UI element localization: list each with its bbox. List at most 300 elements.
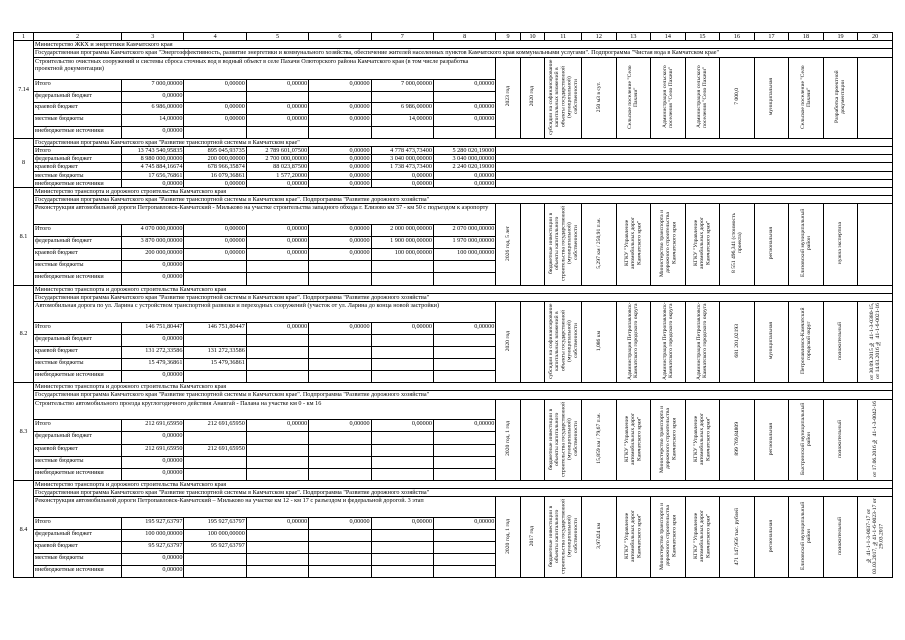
attribute-cell — [789, 204, 824, 285]
section-title: Министерство ЖКХ и энергетики Камчатского края — [34, 41, 893, 49]
amount-cell: 1 738 473,73400 — [371, 163, 433, 171]
attribute-cell — [754, 497, 789, 578]
amount-cell: 88 023,87500 — [246, 163, 308, 171]
amount-cell: 0,00000 — [309, 322, 371, 334]
amount-cell: 0,00000 — [122, 261, 184, 273]
funding-source-label: краевой бюджет — [34, 163, 122, 171]
amount-cell: 131 272,33586 — [122, 346, 184, 358]
header-cell: 18 — [789, 33, 824, 41]
amount-cell: 2 700 000,00000 — [246, 155, 308, 163]
header-cell: 5 — [246, 33, 308, 41]
amount-cell: 0,00000 — [309, 163, 371, 171]
funding-source-label: внебюджетные источники — [34, 371, 122, 383]
funding-source-label: краевой бюджет — [34, 346, 122, 358]
attribute-cell — [754, 302, 789, 383]
amount-cell: 8 980 000,00000 — [122, 155, 184, 163]
header-cell: 12 — [582, 33, 617, 41]
amount-cell — [184, 334, 246, 346]
amount-cell: 0,00000 — [184, 237, 246, 249]
funding-source-label: внебюджетные источники — [34, 273, 122, 285]
attribute-text: КГКУ "Управление автомобильных дорог Камчатского края" — [624, 217, 643, 270]
amount-cell — [309, 554, 371, 566]
amount-cell: 14,00000 — [122, 115, 184, 127]
amount-cell — [371, 444, 433, 456]
attribute-text: региональная — [768, 520, 775, 553]
attribute-text: 2020 год — [529, 86, 536, 107]
amount-cell — [246, 358, 308, 370]
amount-cell: 0,00000 — [371, 322, 433, 334]
amount-cell — [433, 530, 495, 542]
amount-cell — [371, 358, 433, 370]
amount-cell: 212 691,65950 — [122, 444, 184, 456]
funding-source-label: Итого — [34, 147, 122, 155]
attribute-cell — [651, 204, 686, 285]
amount-cell: 3 040 000,00000 — [433, 155, 495, 163]
amount-cell: 200 000,00000 — [184, 155, 246, 163]
amount-cell: 0,00000 — [433, 517, 495, 529]
amount-cell — [433, 358, 495, 370]
amount-cell — [433, 261, 495, 273]
section-title-row — [14, 399, 893, 420]
amount-cell: 895 045,93735 — [184, 147, 246, 155]
amount-cell — [309, 261, 371, 273]
header-cell: 2 — [34, 33, 122, 41]
attribute-cell — [616, 399, 651, 480]
attribute-cell — [720, 57, 755, 138]
amount-cell — [433, 554, 495, 566]
amount-cell: 146 751,80447 — [184, 322, 246, 334]
amount-cell — [184, 91, 246, 103]
amount-cell: 0,00000 — [309, 237, 371, 249]
amount-cell — [184, 554, 246, 566]
attribute-cell — [858, 302, 893, 383]
section-title: Строительство очистных сооружений и системы сброса сточных вод в водный объект в селе Пахачи Олюторского района Камчатского края (в том числе разработка проектной документации) — [34, 57, 496, 79]
attribute-cell — [789, 497, 824, 578]
attribute-cell — [823, 57, 858, 138]
attribute-cell — [754, 399, 789, 480]
amount-cell: 0,00000 — [433, 322, 495, 334]
amount-cell: 212 691,65950 — [184, 420, 246, 432]
amount-cell: 0,00000 — [433, 171, 495, 179]
amount-cell — [246, 468, 308, 480]
amount-cell — [433, 371, 495, 383]
amount-cell — [371, 554, 433, 566]
amount-cell: 15 479,36861 — [122, 358, 184, 370]
amount-cell: 0,00000 — [246, 115, 308, 127]
attribute-cell — [823, 497, 858, 578]
amount-cell: 2 000 000,00000 — [371, 225, 433, 237]
header-cell: 17 — [754, 33, 789, 41]
amount-cell — [309, 334, 371, 346]
section-title-row — [14, 497, 893, 518]
amount-cell — [246, 91, 308, 103]
section-title-row — [14, 138, 893, 146]
attribute-cell — [720, 204, 755, 285]
amount-cell: 6 986,00000 — [122, 103, 184, 115]
attribute-cell — [520, 302, 545, 383]
attribute-text: Елизовский муниципальный район — [799, 209, 812, 278]
attribute-text: Петропавловск-Камчатский городской округ — [799, 307, 812, 375]
funding-source-label: местные бюджеты — [34, 171, 122, 179]
row-number: 8 — [14, 138, 34, 187]
amount-cell — [309, 371, 371, 383]
attribute-text: 2017 год — [529, 526, 536, 547]
attribute-text: субсидии на софинансирование капитальных вложений в объекты государственной (муниципальной) собственности — [547, 303, 579, 379]
amount-cell: 0,00000 — [309, 147, 371, 155]
amount-cell: 0,00000 — [371, 420, 433, 432]
amount-cell: 0,00000 — [246, 322, 308, 334]
attribute-text: от 17.06.2016 № 41-1-3-0042-16 — [872, 400, 879, 477]
amount-cell — [184, 126, 246, 138]
amount-cell: 0,00000 — [122, 179, 184, 187]
attribute-cell — [789, 399, 824, 480]
amount-cell: 195 927,63797 — [184, 517, 246, 529]
funding-row — [14, 171, 893, 179]
attribute-cell — [582, 399, 617, 480]
funding-source-label: федеральный бюджет — [34, 91, 122, 103]
funding-source-label: Итого — [34, 79, 122, 91]
amount-cell — [309, 456, 371, 468]
amount-cell: 0,00000 — [184, 249, 246, 261]
header-cell: 19 — [823, 33, 858, 41]
amount-cell: 0,00000 — [122, 566, 184, 578]
header-cell: 6 — [309, 33, 371, 41]
amount-cell: 0,00000 — [246, 179, 308, 187]
section-title: Автомобильная дорога по ул. Ларина с устройством транспортной развязки и переходных сооружений (участок от ул. Ларина до конца новой застройки) — [34, 302, 496, 323]
amount-cell: 0,00000 — [184, 115, 246, 127]
section-title: Реконструкция автомобильной дороги Петропавловск-Камчатский – Мильково на участке км 12 - км 17 с разъездом и федеральной дорогой. 3 этап — [34, 497, 496, 518]
amount-cell: 0,00000 — [246, 103, 308, 115]
attribute-text: Министерство транспорта и дорожного строительства Камчатского края — [658, 405, 677, 473]
amount-cell: 100 000,00000 — [371, 249, 433, 261]
amount-cell — [246, 334, 308, 346]
attribute-cell — [685, 302, 720, 383]
amount-cell: 0,00000 — [184, 179, 246, 187]
attribute-cell — [789, 57, 824, 138]
amount-cell — [433, 334, 495, 346]
amount-cell: 0,00000 — [309, 171, 371, 179]
amount-cell — [371, 456, 433, 468]
amount-cell — [371, 468, 433, 480]
attribute-cell — [685, 204, 720, 285]
funding-row — [14, 163, 893, 171]
attribute-cell — [520, 57, 545, 138]
header-cell: 8 — [433, 33, 495, 41]
attribute-cell — [582, 302, 617, 383]
amount-cell — [433, 432, 495, 444]
attribute-text: КГКУ "Управление автомобильных дорог Камчатского края" — [693, 412, 712, 465]
amount-cell — [309, 530, 371, 542]
amount-cell — [433, 126, 495, 138]
amount-cell: 0,00000 — [433, 79, 495, 91]
header-cell: 1 — [14, 33, 34, 41]
amount-cell — [433, 444, 495, 456]
amount-cell: 0,00000 — [246, 79, 308, 91]
section-title: Министерство транспорта и дорожного строительства Камчатского края — [34, 383, 893, 391]
amount-cell — [246, 554, 308, 566]
amount-cell: 0,00000 — [122, 432, 184, 444]
attribute-cell — [858, 399, 893, 480]
funding-source-label: местные бюджеты — [34, 115, 122, 127]
section-title-row — [14, 204, 893, 225]
attribute-cell — [823, 399, 858, 480]
attribute-cell — [616, 204, 651, 285]
column-number-header — [14, 33, 893, 41]
amount-cell: 0,00000 — [433, 179, 495, 187]
amount-cell: 0,00000 — [122, 273, 184, 285]
header-cell: 14 — [651, 33, 686, 41]
section-title-row — [14, 57, 893, 79]
row-number: 7.14 — [14, 41, 34, 139]
attribute-cell — [858, 57, 893, 138]
attribute-cell — [651, 399, 686, 480]
attribute-text: Елизовский муниципальный район — [799, 502, 812, 571]
funding-row — [14, 179, 893, 187]
attribute-cell — [496, 399, 521, 480]
amount-cell: 0,00000 — [122, 126, 184, 138]
funding-source-label: внебюджетные источники — [34, 126, 122, 138]
section-title-row — [14, 391, 893, 399]
amount-cell: 212 691,65950 — [184, 444, 246, 456]
amount-cell: 0,00000 — [309, 179, 371, 187]
funding-row — [14, 155, 893, 163]
amount-cell: 5 280 020,19000 — [433, 147, 495, 155]
amount-cell: 0,00000 — [246, 249, 308, 261]
amount-cell: 4 070 000,00000 — [122, 225, 184, 237]
header-cell: 7 — [371, 33, 433, 41]
amount-cell: 200 000,00000 — [122, 249, 184, 261]
amount-cell — [309, 273, 371, 285]
attribute-text: Министерство транспорта и дорожного строительства Камчатского края — [658, 502, 677, 570]
amount-cell — [309, 432, 371, 444]
amount-cell: 0,00000 — [184, 79, 246, 91]
amount-cell — [246, 261, 308, 273]
amount-cell — [246, 273, 308, 285]
amount-cell — [184, 432, 246, 444]
section-title: Министерство транспорта и дорожного строительства Камчатского края — [34, 480, 893, 488]
section-title: Государственная программа Камчатского края "Развитие транспортной системы в Камчатском крае". Подпрограмма "Развитие дорожного хозяйства" — [34, 489, 893, 497]
amount-cell — [184, 273, 246, 285]
amount-cell — [433, 456, 495, 468]
attribute-text: 899 769,84809 — [733, 421, 740, 456]
attribute-cell — [520, 204, 545, 285]
section-title: Министерство транспорта и дорожного строительства Камчатского края — [34, 188, 893, 196]
section-title: Государственная программа Камчатского края "Развитие транспортной системы в Камчатском крае" — [34, 138, 893, 146]
section-title-row — [14, 196, 893, 204]
amount-cell: 3 870 000,00000 — [122, 237, 184, 249]
attribute-cell — [616, 302, 651, 383]
attribute-cell — [754, 204, 789, 285]
amount-cell — [309, 91, 371, 103]
empty-cell — [496, 179, 893, 187]
amount-cell — [309, 566, 371, 578]
section-title-row — [14, 293, 893, 301]
amount-cell: 0,00000 — [371, 517, 433, 529]
attribute-text: 1,086 км — [595, 330, 602, 352]
header-cell: 15 — [685, 33, 720, 41]
amount-cell: 0,00000 — [309, 249, 371, 261]
amount-cell: 2 789 601,07500 — [246, 147, 308, 155]
attribute-cell — [823, 204, 858, 285]
attribute-cell — [545, 497, 582, 578]
funding-source-label: местные бюджеты — [34, 554, 122, 566]
amount-cell: 100 000,00000 — [433, 249, 495, 261]
amount-cell: 7 000,00000 — [371, 79, 433, 91]
amount-cell: 0,00000 — [246, 225, 308, 237]
header-cell: 13 — [616, 33, 651, 41]
amount-cell — [371, 542, 433, 554]
amount-cell: 0,00000 — [184, 103, 246, 115]
header-cell: 11 — [545, 33, 582, 41]
funding-source-label: местные бюджеты — [34, 261, 122, 273]
row-number: 8.4 — [14, 480, 34, 578]
attribute-cell — [720, 497, 755, 578]
amount-cell: 0,00000 — [433, 420, 495, 432]
amount-cell: 0,00000 — [246, 237, 308, 249]
amount-cell: 95 927,63797 — [184, 542, 246, 554]
amount-cell — [246, 530, 308, 542]
section-title: Министерство транспорта и дорожного строительства Камчатского края — [34, 285, 893, 293]
attribute-cell — [651, 57, 686, 138]
funding-source-label: внебюджетные источники — [34, 566, 122, 578]
attribute-text: 2020 год — [504, 330, 511, 352]
row-number: 8.1 — [14, 188, 34, 286]
funding-source-label: федеральный бюджет — [34, 432, 122, 444]
attribute-text: от 30.09.2015 № 41-1-3-0380-15, от 14.03.2016 № 41-1-6-0021-16 — [868, 302, 882, 380]
row-number: 8.2 — [14, 285, 34, 383]
attribute-cell — [754, 57, 789, 138]
attribute-text: Сельское поселение "Село Пахачи" — [799, 64, 812, 129]
amount-cell: 0,00000 — [122, 456, 184, 468]
amount-cell — [246, 432, 308, 444]
amount-cell — [371, 273, 433, 285]
empty-cell — [496, 147, 893, 155]
amount-cell: 2 240 020,19000 — [433, 163, 495, 171]
attribute-cell — [582, 204, 617, 285]
funding-source-label: Итого — [34, 517, 122, 529]
attribute-text: бюджетные инвестиции в объекты капитального строительства государственной (муниципальной) собственности — [547, 498, 579, 574]
attribute-text: положительный — [837, 419, 844, 458]
section-title-row — [14, 41, 893, 49]
section-title-row — [14, 383, 893, 391]
amount-cell: 1 900 000,00000 — [371, 237, 433, 249]
amount-cell: 0,00000 — [433, 115, 495, 127]
amount-cell: 6 986,00000 — [371, 103, 433, 115]
attribute-cell — [685, 497, 720, 578]
attribute-cell — [651, 497, 686, 578]
attribute-text: 3,97424 км — [595, 523, 602, 550]
amount-cell: 0,00000 — [371, 179, 433, 187]
funding-source-label: федеральный бюджет — [34, 334, 122, 346]
amount-cell: 0,00000 — [246, 420, 308, 432]
attribute-cell — [858, 497, 893, 578]
amount-cell — [371, 126, 433, 138]
header-cell: 9 — [496, 33, 521, 41]
attribute-cell — [858, 204, 893, 285]
attribute-cell — [520, 497, 545, 578]
attribute-text: 681 201,02193 — [733, 324, 740, 358]
attribute-cell — [616, 57, 651, 138]
amount-cell: 131 272,33586 — [184, 346, 246, 358]
attribute-cell — [651, 302, 686, 383]
amount-cell: 0,00000 — [309, 225, 371, 237]
attribute-text: 471 147,956 тыс. рублей — [733, 507, 740, 565]
header-cell: 16 — [720, 33, 755, 41]
attribute-cell — [496, 497, 521, 578]
attribute-cell — [545, 204, 582, 285]
funding-row — [14, 147, 893, 155]
section-title: Государственная программа Камчатского края "Развитие транспортной системы в Камчатском крае". Подпрограмма "Развитие дорожного хозяйства" — [34, 196, 893, 204]
funding-source-label: федеральный бюджет — [34, 237, 122, 249]
section-title: Государственная программа Камчатского края "Энергоэффективность, развитие энергетики и коммунального хозяйства, обеспечение жителей населенных пунктов Камчатского края коммунальными услугами". Подпрограмма "Чистая вода в Камчатском крае" — [34, 49, 893, 57]
attribute-text: КГКУ "Управление автомобильных дорог Камчатского края" — [624, 510, 643, 563]
attribute-cell — [545, 302, 582, 383]
amount-cell: 146 751,80447 — [122, 322, 184, 334]
amount-cell: 2 070 000,00000 — [433, 225, 495, 237]
attribute-text: КГКУ "Управление автомобильных дорог Камчатского края" — [624, 412, 643, 465]
amount-cell — [371, 432, 433, 444]
amount-cell: 0,00000 — [122, 554, 184, 566]
attribute-text: 2026 год, 5 лет — [504, 225, 511, 261]
attribute-cell — [789, 302, 824, 383]
attribute-cell — [496, 57, 521, 138]
amount-cell: 678 966,35874 — [184, 163, 246, 171]
amount-cell: 212 691,65950 — [122, 420, 184, 432]
amount-cell: 0,00000 — [246, 517, 308, 529]
attribute-text: Сельское поселение "Село Пахачи" — [627, 64, 640, 129]
amount-cell: 0,00000 — [122, 334, 184, 346]
amount-cell: 0,00000 — [122, 468, 184, 480]
funding-source-label: краевой бюджет — [34, 249, 122, 261]
attribute-cell — [823, 302, 858, 383]
funding-source-label: федеральный бюджет — [34, 530, 122, 542]
amount-cell — [246, 566, 308, 578]
attribute-cell — [496, 302, 521, 383]
attribute-text: положительный — [837, 322, 844, 361]
amount-cell: 17 656,76861 — [122, 171, 184, 179]
funding-source-label: Итого — [34, 225, 122, 237]
section-title: Государственная программа Камчатского края "Развитие транспортной системы в Камчатском крае". Подпрограмма "Развитие дорожного хозяйства" — [34, 293, 893, 301]
attribute-cell — [685, 399, 720, 480]
attribute-cell — [720, 399, 755, 480]
section-title-row — [14, 188, 893, 196]
attribute-cell — [616, 497, 651, 578]
amount-cell: 0,00000 — [309, 79, 371, 91]
attribute-cell — [545, 399, 582, 480]
attribute-text: 2023 год — [504, 86, 511, 107]
amount-cell — [246, 126, 308, 138]
amount-cell — [371, 371, 433, 383]
amount-cell: 100 000,00000 — [122, 530, 184, 542]
funding-source-label: краевой бюджет — [34, 444, 122, 456]
section-title: Строительство автомобильного проезда круглогодичного действия Анавгай - Палана на участке км 0 - км 16 — [34, 399, 496, 420]
amount-cell — [433, 273, 495, 285]
row-number: 8.3 — [14, 383, 34, 481]
attribute-cell — [582, 57, 617, 138]
attribute-text: 2020 год, 1 год — [504, 421, 511, 457]
attribute-text: Администрация Петропавловск-Камчатского городского округа — [627, 302, 640, 380]
attribute-cell — [545, 57, 582, 138]
funding-source-label: Итого — [34, 420, 122, 432]
attribute-text: региональная — [768, 422, 775, 455]
amount-cell: 1 970 000,00000 — [433, 237, 495, 249]
amount-cell: 4 778 473,73400 — [371, 147, 433, 155]
funding-source-label: местные бюджеты — [34, 456, 122, 468]
amount-cell — [371, 261, 433, 273]
attribute-cell — [582, 497, 617, 578]
amount-cell — [184, 566, 246, 578]
section-title: Государственная программа Камчатского края "Развитие транспортной системы в Камчатском крае". Подпрограмма "Развитие дорожного хозяйства" — [34, 391, 893, 399]
